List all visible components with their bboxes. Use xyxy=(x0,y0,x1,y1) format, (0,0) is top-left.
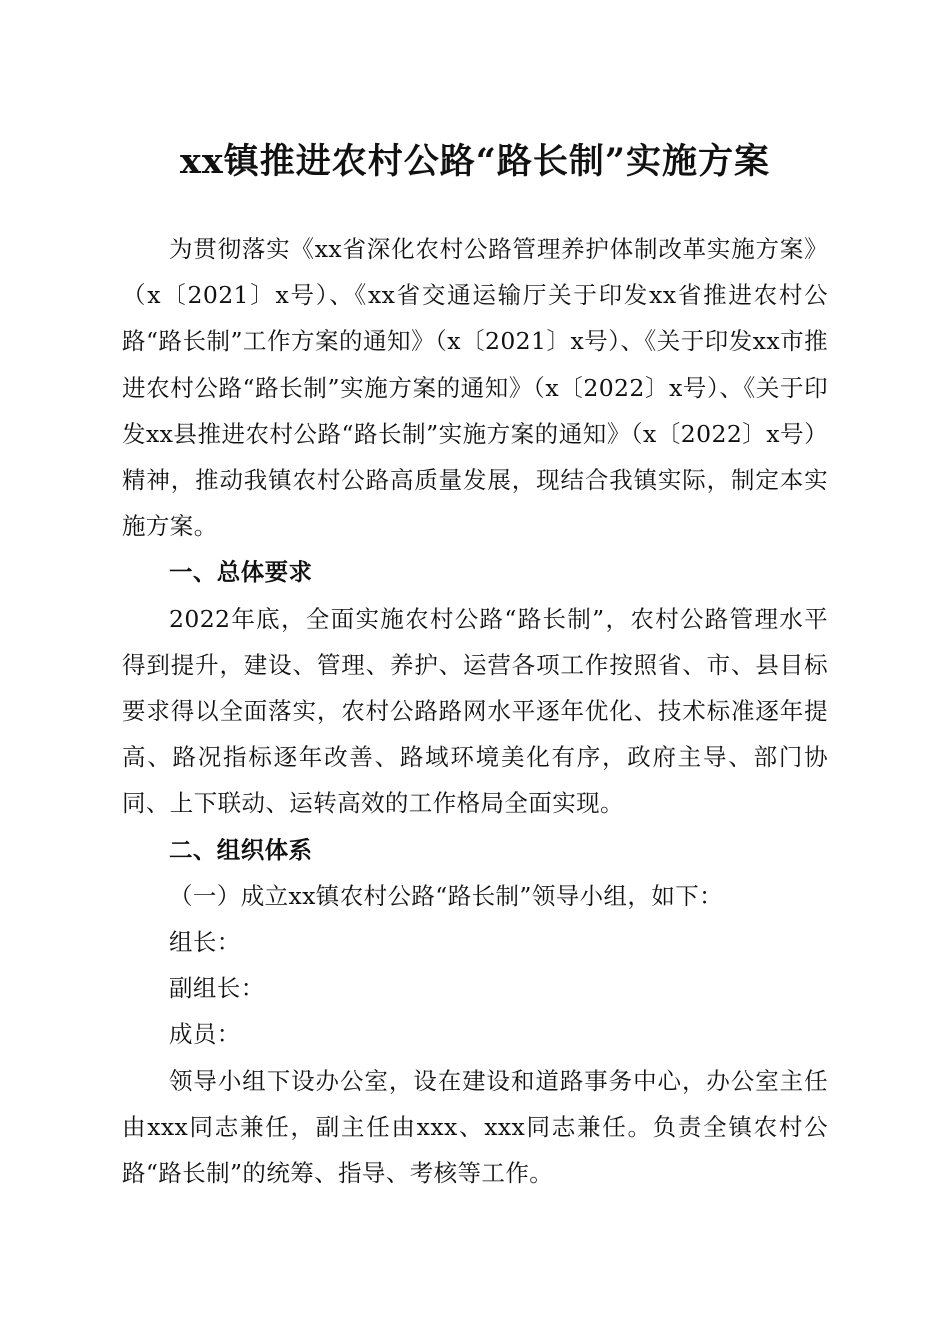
leader-label: 组长： xyxy=(169,928,241,957)
deputy-leader-label: 副组长： xyxy=(169,974,265,1003)
document-body xyxy=(122,226,828,1196)
members-label: 成员： xyxy=(169,1020,241,1049)
subsection-leading-group: （一）成立xx镇农村公路“路长制”领导小组，如下： xyxy=(169,881,724,910)
document-title: xx镇推进农村公路“路长制”实施方案 xyxy=(180,141,770,182)
general-requirements-paragraph: 2022年底，全面实施农村公路“路长制”，农村公路管理水平得到提升，建设、管理、养护、运营各项工作按照省、市、县目标要求得以全面落实，农村公路路网水平逐年优化、技术标准逐年提高、路况指标逐年改善、路域环境美化有序，政府主导、部门协同、上下联动、运转高效的工作格局全面实现。 xyxy=(122,604,828,818)
office-paragraph: 领导小组下设办公室，设在建设和道路事务中心，办公室主任由xxx同志兼任，副主任由xxx、xxx同志兼任。负责全镇农村公路“路长制”的统筹、指导、考核等工作。 xyxy=(122,1066,828,1188)
section-heading-organization: 二、组织体系 xyxy=(169,835,313,864)
section-heading-general-requirements: 一、总体要求 xyxy=(169,558,313,587)
intro-paragraph: 为贯彻落实《xx省深化农村公路管理养护体制改革实施方案》（x〔2021〕x号）、《xx省交通运输厅关于印发xx省推进农村公路“路长制”工作方案的通知》（x〔2021〕x号）、《关于印发xx市推进农村公路“路长制”实施方案的通知》（x〔2022〕x号）、《关于印发xx县推进农村公路“路长制”实施方案的通知》（x〔2022〕x号）精神，推动我镇农村公路高质量发展，现结合我镇实际，制定本实施方案。 xyxy=(122,235,828,541)
